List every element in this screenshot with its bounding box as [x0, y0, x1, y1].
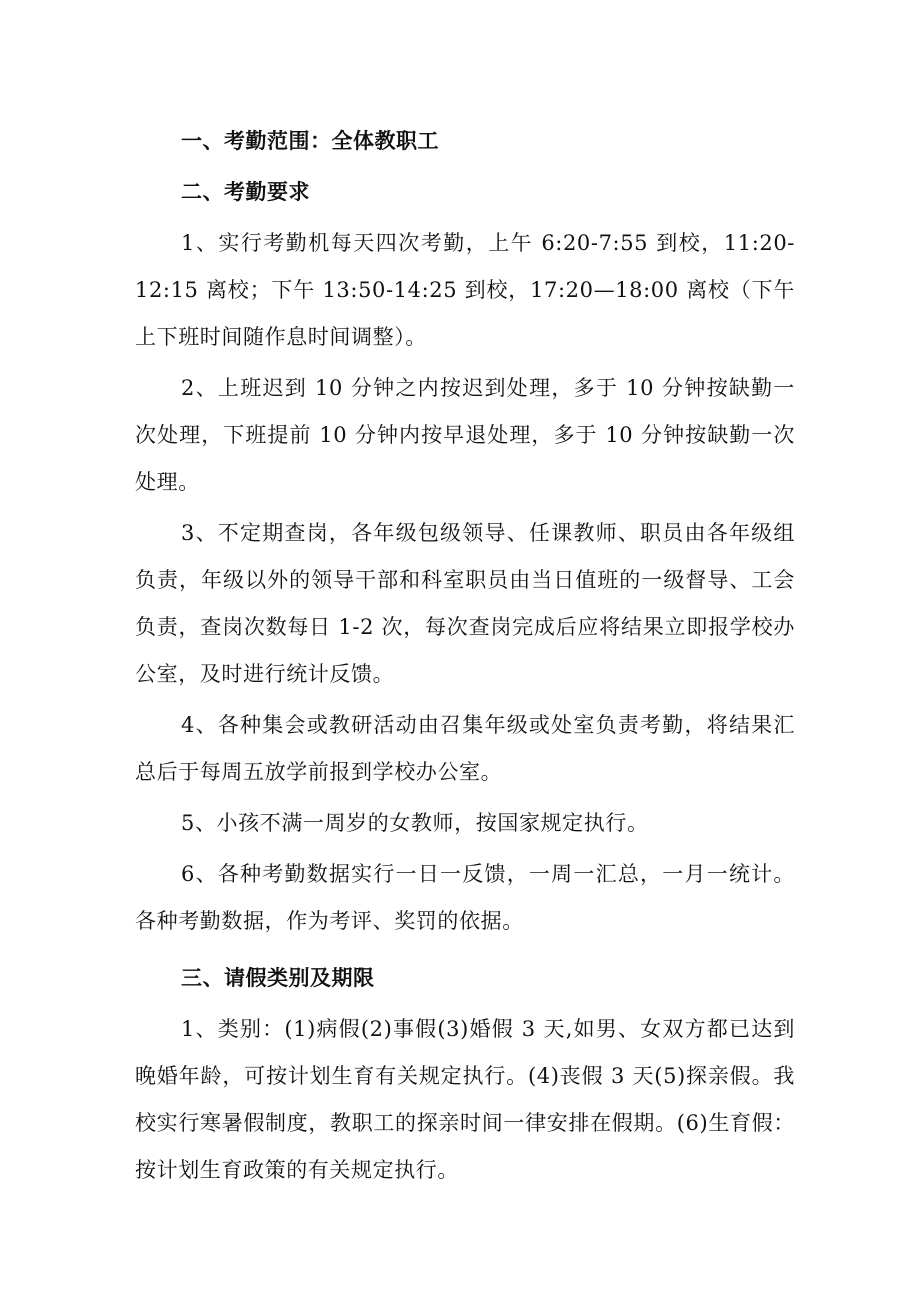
section-heading-requirements: 二、考勤要求	[181, 180, 310, 204]
requirement-item-4: 4、各种集会或教研活动由召集年级或处室负责考勤，将结果汇总后于每周五放学前报到学校办公室。	[135, 713, 795, 784]
requirement-item-3: 3、不定期查岗，各年级包级领导、任课教师、职员由各年级组负责，年级以外的领导干部和科室职员由当日值班的一级督导、工会负责，查岗次数每日 1-2 次，每次查岗完成后应将结果立即报学校办公室，及时进行统计反馈。	[135, 521, 795, 686]
section-heading-scope: 一、考勤范围：全体教职工	[181, 129, 439, 153]
leave-item-1: 1、类别：(1)病假(2)事假(3)婚假 3 天,如男、女双方都已达到晚婚年龄，可按计划生育有关规定执行。(4)丧假 3 天(5)探亲假。我校实行寒暑假制度，教职工的探亲时间一律安排在假期。(6)生育假：按计划生育政策的有关规定执行。	[135, 1017, 795, 1182]
requirement-item-5: 5、小孩不满一周岁的女教师，按国家规定执行。	[181, 811, 649, 835]
document-page	[135, 118, 795, 1194]
requirement-item-2: 2、上班迟到 10 分钟之内按迟到处理，多于 10 分钟按缺勤一次处理，下班提前 10 分钟内按早退处理，多于 10 分钟按缺勤一次处理。	[135, 376, 795, 494]
requirement-item-1: 1、实行考勤机每天四次考勤，上午 6:20-7:55 到校，11:20-12:15 离校；下午 13:50-14:25 到校，17:20—18:00 离校（下午上下班时间随作息时间调整）。	[135, 231, 795, 349]
requirement-item-6: 6、各种考勤数据实行一日一反馈，一周一汇总，一月一统计。各种考勤数据，作为考评、奖罚的依据。	[135, 862, 795, 933]
section-heading-leave: 三、请假类别及期限	[181, 966, 375, 990]
